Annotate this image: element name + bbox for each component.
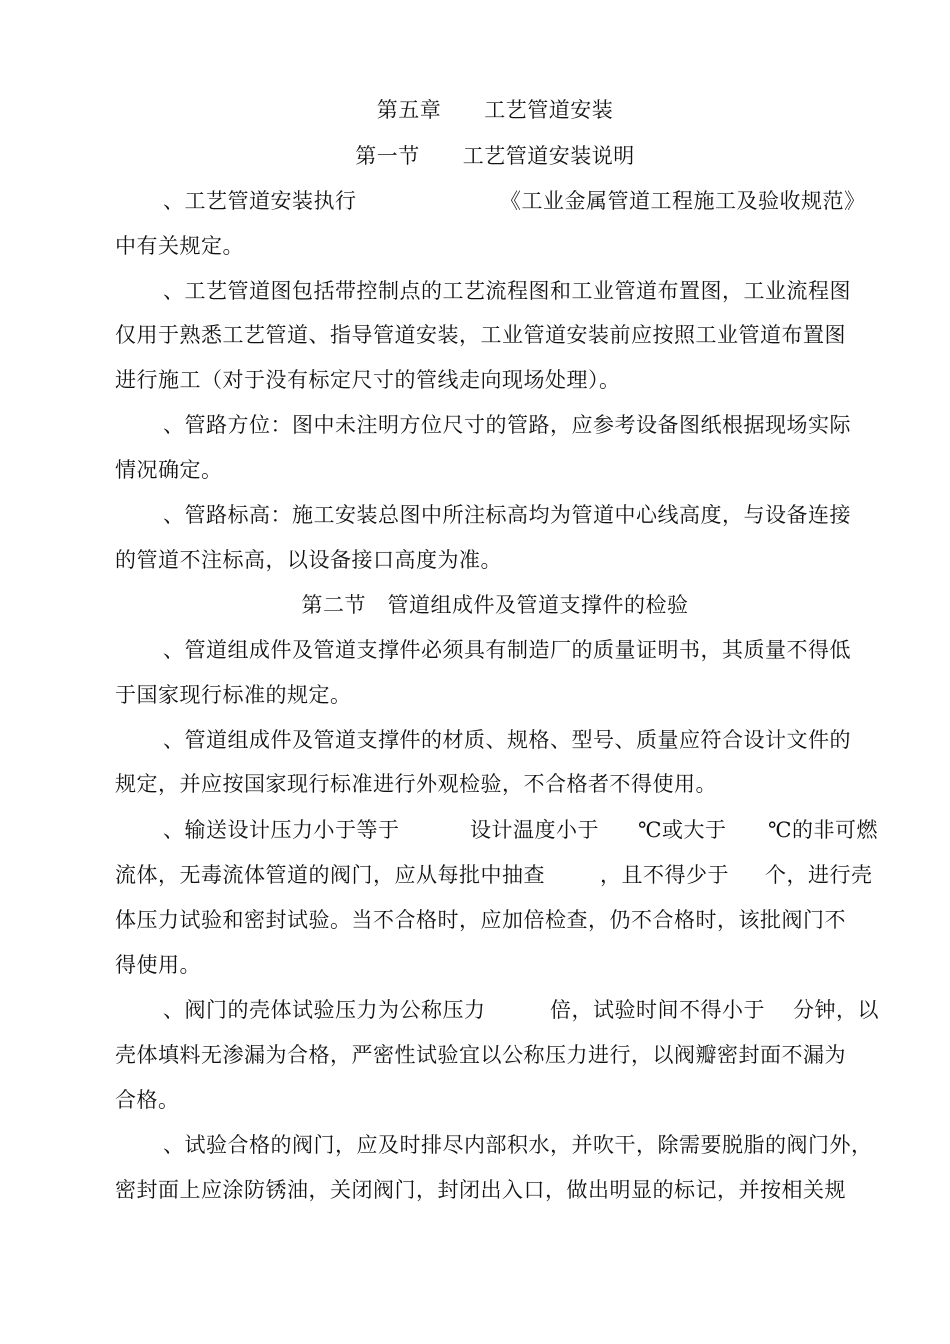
section-2-title: 第二节 管道组成件及管道支撑件的检验 [301, 593, 689, 617]
section-1-title: 第一节 工艺管道安装说明 [355, 144, 635, 168]
s2-p5-line2: 密封面上应涂防锈油，关闭阀门，封闭出入口，做出明显的标记，并按相关规 [115, 1178, 846, 1202]
s2-p4-line2: 壳体填料无渗漏为合格，严密性试验宜以公称压力进行，以阀瓣密封面不漏为 [115, 1043, 846, 1067]
s2-p2-line2: 规定，并应按国家现行标准进行外观检验，不合格者不得使用。 [115, 772, 717, 796]
s2-p4-line1-c: 分钟，以 [793, 998, 879, 1022]
s2-p3-line1-d: ℃的非可燃 [768, 818, 878, 842]
s2-p2-line1: 、管道组成件及管道支撑件的材质、规格、型号、质量应符合设计文件的 [163, 728, 851, 752]
s2-p5-line1: 、试验合格的阀门，应及时排尽内部积水，并吹干，除需要脱脂的阀门外， [163, 1133, 873, 1157]
chapter-title: 第五章 工艺管道安装 [376, 98, 614, 122]
s2-p3-line1-c: ℃或大于 [638, 818, 727, 842]
s2-p3-line2-b: ，且不得少于 [600, 863, 729, 887]
s1-p3-line1: 、管路方位：图中未注明方位尺寸的管路，应参考设备图纸根据现场实际 [163, 413, 851, 437]
s2-p4-line3: 合格。 [115, 1088, 180, 1112]
s2-p3-line2-c: 个，进行壳 [765, 863, 873, 887]
s2-p1-line2: 于国家现行标准的规定。 [115, 683, 352, 707]
s2-p3-line1-a: 、输送设计压力小于等于 [163, 818, 400, 842]
s1-p2-line3: 进行施工（对于没有标定尺寸的管线走向现场处理）。 [115, 368, 621, 392]
s2-p3-line1-b: 设计温度小于 [470, 818, 599, 842]
s2-p3-line3: 体压力试验和密封试验。当不合格时，应加倍检查，仍不合格时，该批阀门不 [115, 908, 846, 932]
s1-p4-line1: 、管路标高：施工安装总图中所注标高均为管道中心线高度，与设备连接 [163, 503, 851, 527]
s2-p4-line1-b: 倍，试验时间不得小于 [550, 998, 765, 1022]
s1-p1-line1-b: 《工业金属管道工程施工及验收规范》 [500, 189, 866, 213]
s1-p1-line2: 中有关规定。 [115, 234, 244, 258]
s2-p1-line1: 、管道组成件及管道支撑件必须具有制造厂的质量证明书，其质量不得低 [163, 638, 851, 662]
s1-p3-line2: 情况确定。 [115, 458, 223, 482]
s2-p4-line1-a: 、阀门的壳体试验压力为公称压力 [163, 998, 486, 1022]
s1-p1-line1-a: 、工艺管道安装执行 [163, 189, 357, 213]
s1-p4-line2: 的管道不注标高，以设备接口高度为准。 [115, 548, 502, 572]
s1-p2-line1: 、工艺管道图包括带控制点的工艺流程图和工业管道布置图，工业流程图 [163, 279, 851, 303]
s2-p3-line4: 得使用。 [115, 953, 201, 977]
s2-p3-line2-a: 流体，无毒流体管道的阀门，应从每批中抽查 [115, 863, 545, 887]
s1-p2-line2: 仅用于熟悉工艺管道、指导管道安装，工业管道安装前应按照工业管道布置图 [115, 323, 846, 347]
